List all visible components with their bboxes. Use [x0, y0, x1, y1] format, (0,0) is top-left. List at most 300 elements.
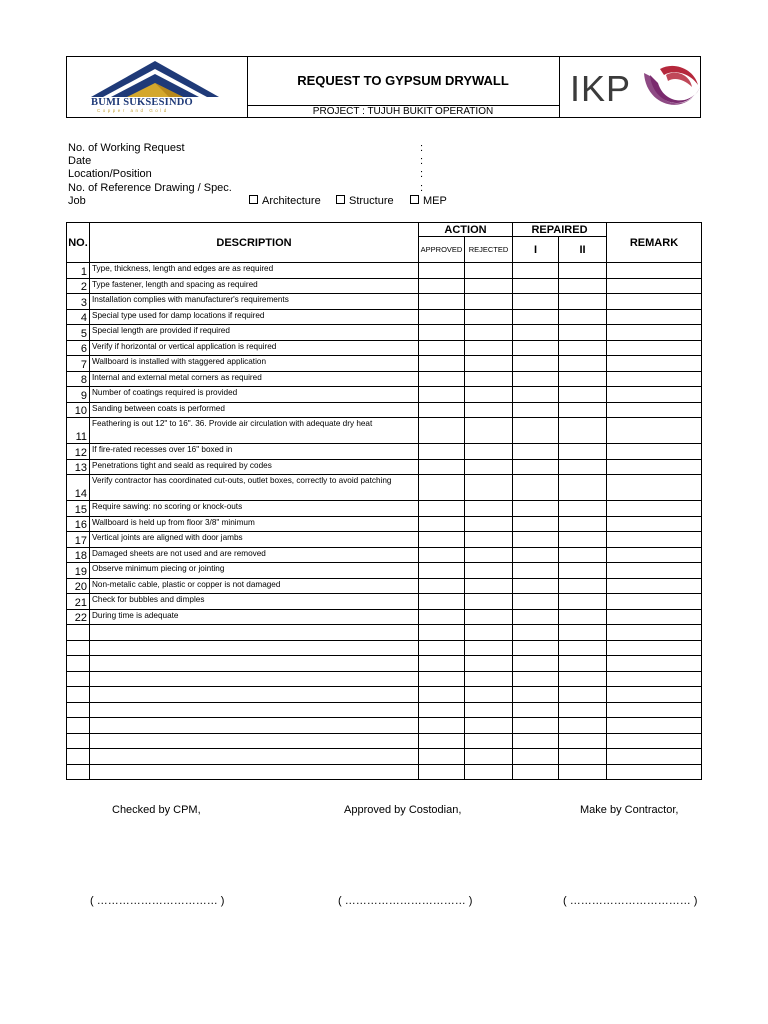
row-number: 16 [67, 516, 90, 532]
approved-cell[interactable] [419, 475, 465, 501]
repaired-2-cell[interactable] [559, 656, 607, 672]
table-row [67, 340, 702, 356]
rejected-cell[interactable] [465, 402, 513, 418]
job-label: Job [68, 194, 86, 207]
info-row-location [68, 168, 708, 181]
repaired-2-cell[interactable] [559, 501, 607, 517]
remark-cell[interactable] [607, 418, 702, 444]
repaired-2-cell[interactable] [559, 594, 607, 610]
row-number [67, 656, 90, 672]
header-approved: APPROVED [419, 237, 465, 263]
table-row [67, 459, 702, 475]
row-number: 8 [67, 371, 90, 387]
approved-cell[interactable] [419, 294, 465, 310]
remark-cell[interactable] [607, 340, 702, 356]
row-number: 18 [67, 547, 90, 563]
rejected-cell[interactable] [465, 371, 513, 387]
remark-cell[interactable] [607, 625, 702, 641]
repaired-1-cell[interactable] [513, 749, 559, 765]
rejected-cell[interactable] [465, 294, 513, 310]
signature-role-custodian: Approved by Costodian, [344, 804, 462, 816]
row-number: 15 [67, 501, 90, 517]
table-row [67, 501, 702, 517]
remark-cell[interactable] [607, 387, 702, 403]
company-tagline: Copper and Gold [97, 108, 169, 113]
repaired-1-cell[interactable] [513, 671, 559, 687]
approved-cell[interactable] [419, 309, 465, 325]
repaired-1-cell[interactable] [513, 325, 559, 341]
rejected-cell[interactable] [465, 459, 513, 475]
company-logo [67, 57, 248, 117]
approved-cell[interactable] [419, 371, 465, 387]
approved-cell[interactable] [419, 278, 465, 294]
repaired-2-cell[interactable] [559, 371, 607, 387]
repaired-1-cell[interactable] [513, 563, 559, 579]
repaired-1-cell[interactable] [513, 687, 559, 703]
row-description [90, 764, 419, 780]
row-number: 2 [67, 278, 90, 294]
approved-cell[interactable] [419, 640, 465, 656]
repaired-1-cell[interactable] [513, 444, 559, 460]
rejected-cell[interactable] [465, 418, 513, 444]
repaired-2-cell[interactable] [559, 340, 607, 356]
repaired-1-cell[interactable] [513, 294, 559, 310]
row-description: Type, thickness, length and edges are as required [90, 263, 419, 279]
row-number [67, 687, 90, 703]
row-number: 4 [67, 309, 90, 325]
row-description [90, 625, 419, 641]
job-option-label: MEP [423, 194, 447, 207]
signature-line-contractor: ( …………………………… ) [563, 895, 698, 907]
approved-cell[interactable] [419, 501, 465, 517]
info-label: No. of Reference Drawing / Spec. [68, 181, 232, 194]
signature-role-contractor: Make by Contractor, [580, 804, 679, 816]
table-row [67, 718, 702, 734]
repaired-2-cell[interactable] [559, 309, 607, 325]
table-row [67, 418, 702, 444]
row-description: Special length are provided if required [90, 325, 419, 341]
approved-cell[interactable] [419, 387, 465, 403]
approved-cell[interactable] [419, 671, 465, 687]
table-row [67, 578, 702, 594]
repaired-2-cell[interactable] [559, 387, 607, 403]
rejected-cell[interactable] [465, 578, 513, 594]
repaired-1-cell[interactable] [513, 459, 559, 475]
table-row [67, 532, 702, 548]
repaired-2-cell[interactable] [559, 671, 607, 687]
row-description: Special type used for damp locations if required [90, 309, 419, 325]
signature-line-custodian: ( …………………………… ) [338, 895, 473, 907]
row-description: Observe minimum piecing or jointing [90, 563, 419, 579]
remark-cell[interactable] [607, 475, 702, 501]
info-row-reference-drawing [68, 182, 708, 195]
remark-cell[interactable] [607, 325, 702, 341]
row-description [90, 687, 419, 703]
rejected-cell[interactable] [465, 764, 513, 780]
table-row [67, 609, 702, 625]
remark-cell[interactable] [607, 547, 702, 563]
table-row [67, 594, 702, 610]
repaired-2-cell[interactable] [559, 459, 607, 475]
table-row [67, 444, 702, 460]
remark-cell[interactable] [607, 532, 702, 548]
remark-cell[interactable] [607, 640, 702, 656]
row-number [67, 718, 90, 734]
remark-cell[interactable] [607, 263, 702, 279]
approved-cell[interactable] [419, 418, 465, 444]
approved-cell[interactable] [419, 444, 465, 460]
remark-cell[interactable] [607, 718, 702, 734]
repaired-2-cell[interactable] [559, 402, 607, 418]
rejected-cell[interactable] [465, 501, 513, 517]
repaired-1-cell[interactable] [513, 263, 559, 279]
rejected-cell[interactable] [465, 733, 513, 749]
table-row [67, 625, 702, 641]
remark-cell[interactable] [607, 444, 702, 460]
title-cell [247, 57, 559, 117]
rejected-cell[interactable] [465, 718, 513, 734]
approved-cell[interactable] [419, 547, 465, 563]
remark-cell[interactable] [607, 309, 702, 325]
info-row-job [68, 195, 708, 208]
repaired-2-cell[interactable] [559, 625, 607, 641]
row-description: Verify contractor has coordinated cut-outs, outlet boxes, correctly to avoid patching [90, 475, 419, 501]
row-description: Require sawing: no scoring or knock-outs [90, 501, 419, 517]
remark-cell[interactable] [607, 733, 702, 749]
repaired-2-cell[interactable] [559, 687, 607, 703]
job-option-architecture[interactable] [249, 195, 321, 207]
approved-cell[interactable] [419, 578, 465, 594]
rejected-cell[interactable] [465, 325, 513, 341]
approved-cell[interactable] [419, 594, 465, 610]
row-description: Wallboard is installed with staggered application [90, 356, 419, 372]
document-header [66, 56, 701, 118]
rejected-cell[interactable] [465, 340, 513, 356]
repaired-1-cell[interactable] [513, 475, 559, 501]
remark-cell[interactable] [607, 578, 702, 594]
repaired-1-cell[interactable] [513, 733, 559, 749]
rejected-cell[interactable] [465, 640, 513, 656]
partner-logo [559, 57, 701, 117]
header-description: DESCRIPTION [90, 223, 419, 263]
approved-cell[interactable] [419, 263, 465, 279]
repaired-2-cell[interactable] [559, 516, 607, 532]
checklist-body [67, 263, 702, 780]
repaired-2-cell[interactable] [559, 733, 607, 749]
table-row [67, 733, 702, 749]
job-option-label: Structure [349, 194, 394, 207]
repaired-2-cell[interactable] [559, 640, 607, 656]
table-header-row [67, 223, 702, 237]
row-number: 12 [67, 444, 90, 460]
approved-cell[interactable] [419, 609, 465, 625]
repaired-1-cell[interactable] [513, 356, 559, 372]
row-number: 20 [67, 578, 90, 594]
ikp-logo-text: IKP [570, 68, 632, 109]
info-label: Date [68, 155, 92, 168]
repaired-1-cell[interactable] [513, 718, 559, 734]
remark-cell[interactable] [607, 402, 702, 418]
remark-cell[interactable] [607, 764, 702, 780]
rejected-cell[interactable] [465, 656, 513, 672]
checkbox-icon[interactable] [410, 195, 419, 204]
approved-cell[interactable] [419, 532, 465, 548]
row-description: If fire-rated recesses over 16" boxed in [90, 444, 419, 460]
repaired-1-cell[interactable] [513, 764, 559, 780]
repaired-1-cell[interactable] [513, 309, 559, 325]
rejected-cell[interactable] [465, 594, 513, 610]
repaired-2-cell[interactable] [559, 749, 607, 765]
header-repaired-2: II [559, 237, 607, 263]
row-number [67, 702, 90, 718]
row-number: 10 [67, 402, 90, 418]
table-row [67, 475, 702, 501]
info-colon: : [420, 142, 424, 154]
row-number [67, 671, 90, 687]
repaired-1-cell[interactable] [513, 278, 559, 294]
table-row [67, 702, 702, 718]
row-number: 1 [67, 263, 90, 279]
checkbox-icon[interactable] [249, 195, 258, 204]
signature-line-cpm: ( …………………………… ) [90, 895, 225, 907]
row-description [90, 671, 419, 687]
table-row [67, 294, 702, 310]
rejected-cell[interactable] [465, 547, 513, 563]
repaired-1-cell[interactable] [513, 516, 559, 532]
table-row [67, 356, 702, 372]
remark-cell[interactable] [607, 656, 702, 672]
repaired-2-cell[interactable] [559, 418, 607, 444]
header-repaired: REPAIRED [513, 223, 607, 237]
table-row [67, 687, 702, 703]
inspection-checklist-table [66, 222, 702, 780]
row-description: Verify if horizontal or vertical application is required [90, 340, 419, 356]
remark-cell[interactable] [607, 371, 702, 387]
rejected-cell[interactable] [465, 671, 513, 687]
remark-cell[interactable] [607, 356, 702, 372]
repaired-2-cell[interactable] [559, 702, 607, 718]
company-name: BUMI SUKSESINDO [91, 97, 193, 108]
table-row [67, 749, 702, 765]
remark-cell[interactable] [607, 687, 702, 703]
repaired-1-cell[interactable] [513, 387, 559, 403]
row-description [90, 718, 419, 734]
rejected-cell[interactable] [465, 625, 513, 641]
repaired-2-cell[interactable] [559, 278, 607, 294]
repaired-2-cell[interactable] [559, 444, 607, 460]
info-label: No. of Working Request [68, 142, 185, 154]
header-rejected: REJECTED [465, 237, 513, 263]
row-number: 21 [67, 594, 90, 610]
approved-cell[interactable] [419, 625, 465, 641]
approved-cell[interactable] [419, 656, 465, 672]
repaired-1-cell[interactable] [513, 640, 559, 656]
info-colon: : [420, 181, 424, 194]
table-row [67, 656, 702, 672]
approved-cell[interactable] [419, 325, 465, 341]
remark-cell[interactable] [607, 671, 702, 687]
row-number: 5 [67, 325, 90, 341]
approved-cell[interactable] [419, 563, 465, 579]
row-description [90, 656, 419, 672]
rejected-cell[interactable] [465, 702, 513, 718]
row-number: 7 [67, 356, 90, 372]
row-number: 17 [67, 532, 90, 548]
row-description: Wallboard is held up from floor 3/8" minimum [90, 516, 419, 532]
repaired-2-cell[interactable] [559, 475, 607, 501]
repaired-1-cell[interactable] [513, 547, 559, 563]
rejected-cell[interactable] [465, 475, 513, 501]
row-number: 19 [67, 563, 90, 579]
table-row [67, 371, 702, 387]
rejected-cell[interactable] [465, 563, 513, 579]
table-row [67, 387, 702, 403]
job-option-mep[interactable] [410, 195, 447, 207]
table-row [67, 309, 702, 325]
repaired-2-cell[interactable] [559, 325, 607, 341]
approved-cell[interactable] [419, 402, 465, 418]
remark-cell[interactable] [607, 702, 702, 718]
request-info [68, 142, 708, 208]
repaired-2-cell[interactable] [559, 547, 607, 563]
row-number: 13 [67, 459, 90, 475]
row-number [67, 749, 90, 765]
row-description [90, 702, 419, 718]
project-line: PROJECT : TUJUH BUKIT OPERATION [247, 105, 559, 118]
row-description: Vertical joints are aligned with door jambs [90, 532, 419, 548]
approved-cell[interactable] [419, 356, 465, 372]
repaired-1-cell[interactable] [513, 578, 559, 594]
repaired-1-cell[interactable] [513, 609, 559, 625]
rejected-cell[interactable] [465, 749, 513, 765]
row-description: Installation complies with manufacturer's requirements [90, 294, 419, 310]
rejected-cell[interactable] [465, 444, 513, 460]
document-title: REQUEST TO GYPSUM DRYWALL [297, 73, 509, 88]
remark-cell[interactable] [607, 609, 702, 625]
repaired-2-cell[interactable] [559, 356, 607, 372]
row-number: 14 [67, 475, 90, 501]
rejected-cell[interactable] [465, 387, 513, 403]
repaired-1-cell[interactable] [513, 371, 559, 387]
info-label: Location/Position [68, 168, 152, 181]
row-description: Non-metalic cable, plastic or copper is not damaged [90, 578, 419, 594]
checkbox-icon[interactable] [336, 195, 345, 204]
rejected-cell[interactable] [465, 263, 513, 279]
info-colon: : [420, 155, 424, 168]
row-description [90, 733, 419, 749]
rejected-cell[interactable] [465, 687, 513, 703]
repaired-2-cell[interactable] [559, 764, 607, 780]
table-row [67, 263, 702, 279]
row-description: Number of coatings required is provided [90, 387, 419, 403]
info-row-working-request [68, 142, 708, 155]
remark-cell[interactable] [607, 516, 702, 532]
table-row [67, 402, 702, 418]
repaired-2-cell[interactable] [559, 563, 607, 579]
row-number [67, 733, 90, 749]
header-action: ACTION [419, 223, 513, 237]
row-number: 11 [67, 418, 90, 444]
row-number [67, 764, 90, 780]
rejected-cell[interactable] [465, 609, 513, 625]
row-description: Type fastener, length and spacing as required [90, 278, 419, 294]
remark-cell[interactable] [607, 594, 702, 610]
row-description: Internal and external metal corners as required [90, 371, 419, 387]
row-number: 3 [67, 294, 90, 310]
approved-cell[interactable] [419, 459, 465, 475]
repaired-1-cell[interactable] [513, 702, 559, 718]
table-row [67, 640, 702, 656]
rejected-cell[interactable] [465, 516, 513, 532]
table-row [67, 764, 702, 780]
rejected-cell[interactable] [465, 356, 513, 372]
row-description [90, 749, 419, 765]
repaired-2-cell[interactable] [559, 532, 607, 548]
repaired-2-cell[interactable] [559, 718, 607, 734]
info-row-date [68, 155, 708, 168]
signature-role-cpm: Checked by CPM, [112, 804, 201, 816]
repaired-2-cell[interactable] [559, 578, 607, 594]
table-row [67, 547, 702, 563]
repaired-2-cell[interactable] [559, 263, 607, 279]
row-description: Damaged sheets are not used and are removed [90, 547, 419, 563]
repaired-1-cell[interactable] [513, 402, 559, 418]
rejected-cell[interactable] [465, 278, 513, 294]
approved-cell[interactable] [419, 516, 465, 532]
table-row [67, 278, 702, 294]
row-number: 22 [67, 609, 90, 625]
approved-cell[interactable] [419, 764, 465, 780]
remark-cell[interactable] [607, 278, 702, 294]
table-row [67, 325, 702, 341]
rejected-cell[interactable] [465, 309, 513, 325]
row-description: Check for bubbles and dimples [90, 594, 419, 610]
repaired-1-cell[interactable] [513, 418, 559, 444]
repaired-1-cell[interactable] [513, 501, 559, 517]
header-repaired-1: I [513, 237, 559, 263]
repaired-2-cell[interactable] [559, 294, 607, 310]
remark-cell[interactable] [607, 501, 702, 517]
repaired-1-cell[interactable] [513, 340, 559, 356]
remark-cell[interactable] [607, 459, 702, 475]
approved-cell[interactable] [419, 718, 465, 734]
row-number [67, 625, 90, 641]
approved-cell[interactable] [419, 749, 465, 765]
repaired-1-cell[interactable] [513, 594, 559, 610]
job-option-structure[interactable] [336, 195, 394, 207]
ikp-swirl-icon [640, 61, 702, 113]
row-number: 9 [67, 387, 90, 403]
row-description: Penetrations tight and seald as required by codes [90, 459, 419, 475]
info-colon: : [420, 168, 424, 181]
table-row [67, 563, 702, 579]
approved-cell[interactable] [419, 733, 465, 749]
approved-cell[interactable] [419, 687, 465, 703]
repaired-2-cell[interactable] [559, 609, 607, 625]
repaired-1-cell[interactable] [513, 532, 559, 548]
row-description: Sanding between coats is performed [90, 402, 419, 418]
approved-cell[interactable] [419, 340, 465, 356]
remark-cell[interactable] [607, 563, 702, 579]
rejected-cell[interactable] [465, 532, 513, 548]
repaired-1-cell[interactable] [513, 656, 559, 672]
row-description: Feathering is out 12" to 16". 36. Provide air circulation with adequate dry heat [90, 418, 419, 444]
row-number: 6 [67, 340, 90, 356]
remark-cell[interactable] [607, 749, 702, 765]
repaired-1-cell[interactable] [513, 625, 559, 641]
remark-cell[interactable] [607, 294, 702, 310]
approved-cell[interactable] [419, 702, 465, 718]
